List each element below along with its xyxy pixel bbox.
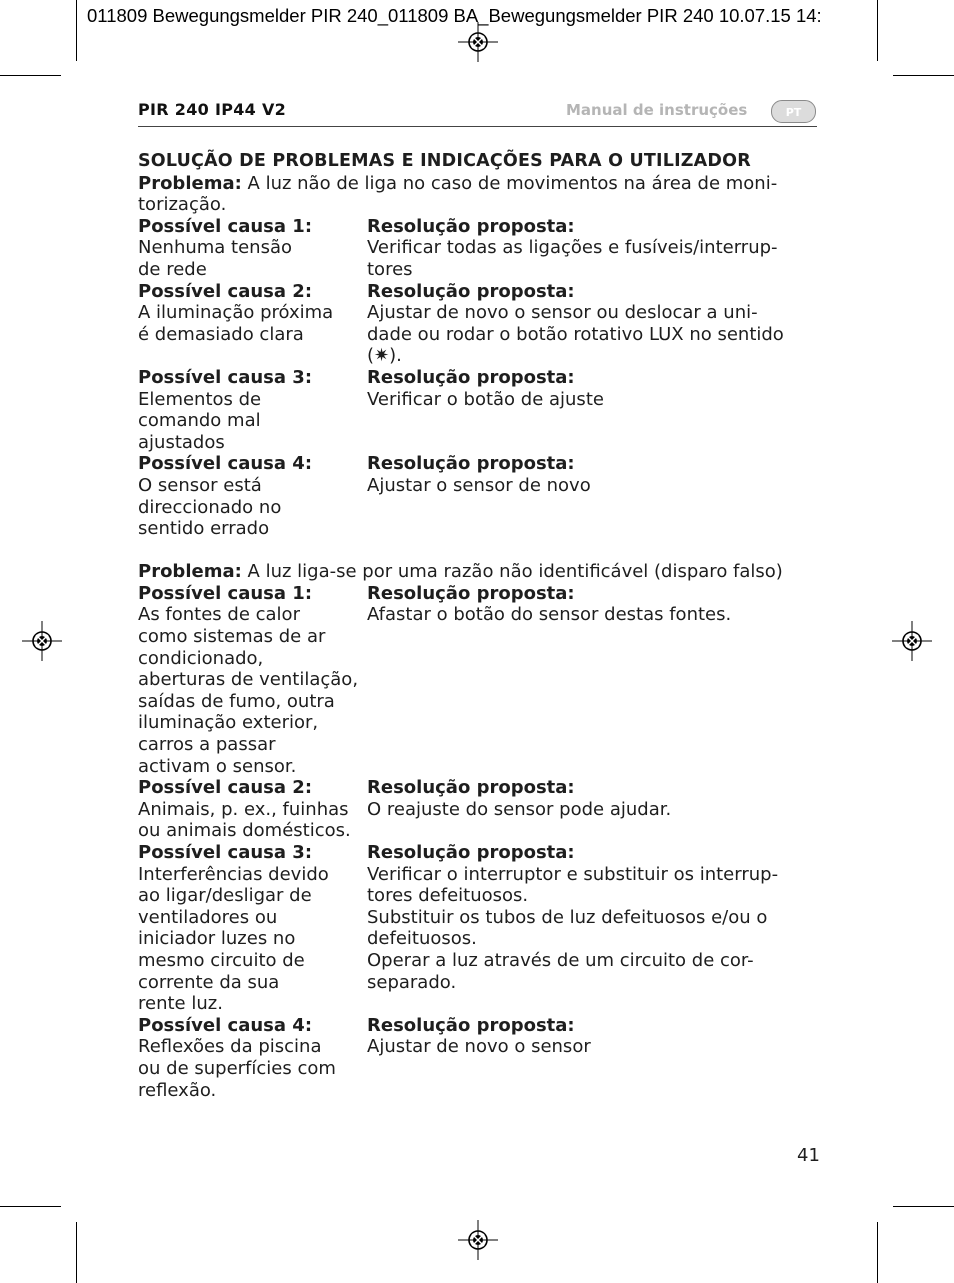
cause-text [138, 799, 367, 842]
cause-line: rente luz. [138, 993, 223, 1015]
cause-text [138, 302, 367, 367]
cause-line: As fontes de calor [138, 604, 300, 626]
cause-body-row [138, 237, 838, 280]
problem-label: Problema: [138, 561, 242, 583]
problem-text: A luz não de liga no caso de movimentos na área de moni- [241, 172, 778, 194]
resolution-text [367, 864, 778, 1015]
problem-text: A luz liga-se por uma razão não identificável (disparo falso) [241, 561, 783, 583]
cause-line: de rede [138, 258, 207, 280]
resolution-label: Resolução proposta: [367, 280, 575, 302]
cause-body-row [138, 604, 838, 777]
running-header-model: PIR 240 IP44 V2 [138, 100, 287, 119]
resolution-line: Ajustar o sensor de novo [367, 474, 591, 496]
cause-line: iluminação exterior, [138, 712, 319, 734]
language-badge: PT [771, 100, 816, 123]
resolution-line: Verificar o interruptor e substituir os interrup- [367, 863, 779, 885]
resolution-line: dade ou rodar o botão rotativo LUX no sentido [367, 323, 784, 345]
cause-heading-row [138, 1015, 838, 1037]
print-slug-line: 011809 Bewegungsmelder PIR 240_011809 BA_Bewegungsmelder PIR 240 10.07.15 14: [87, 5, 822, 26]
resolution-text [367, 1036, 591, 1101]
spacer [138, 540, 838, 562]
cause-label: Possível causa 3: [138, 366, 313, 388]
resolution-line: O reajuste do sensor pode ajudar. [367, 798, 672, 820]
header-rule [138, 126, 817, 127]
resolution-line: tores defeituosos. [367, 885, 529, 907]
cause-heading-row [138, 842, 838, 864]
crop-mark [0, 1206, 61, 1207]
cause-line: condicionado, [138, 647, 264, 669]
cause-line: saídas de fumo, outra [138, 690, 335, 712]
cause-line: Animais, p. ex., fuinhas [138, 798, 349, 820]
cause-body-row [138, 475, 838, 540]
problem-label: Problema: [138, 172, 242, 194]
resolution-line: defeituosos. [367, 928, 477, 950]
cause-line: sentido errado [138, 518, 270, 540]
cause-line: corrente da sua [138, 971, 280, 993]
cause-line: como sistemas de ar [138, 626, 326, 648]
troubleshooting-section [138, 151, 838, 1101]
resolution-line: Operar a luz através de um circuito de cor- [367, 949, 754, 971]
cause-heading-row [138, 367, 838, 389]
cause-label: Possível causa 2: [138, 777, 313, 799]
cause-line: aberturas de ventilação, [138, 669, 359, 691]
cause-label: Possível causa 3: [138, 842, 313, 863]
cause-text [138, 475, 367, 540]
resolution-line: tores [367, 258, 413, 280]
cause-label: Possível causa 1: [138, 582, 313, 604]
resolution-text [367, 302, 784, 367]
cause-line: A iluminação próxima [138, 302, 334, 324]
cause-line: ventiladores ou [138, 906, 278, 928]
problem-text-continued: torização. [138, 194, 227, 216]
cause-line: Elementos de [138, 388, 262, 410]
cause-label: Possível causa 4: [138, 1014, 313, 1036]
registration-mark-icon [458, 22, 498, 62]
cause-line: ou de superfícies com [138, 1057, 336, 1079]
resolution-line: Verificar o botão de ajuste [367, 388, 604, 410]
resolution-label: Resolução proposta: [367, 366, 575, 388]
cause-line: mesmo circuito de [138, 949, 305, 971]
resolution-label: Resolução proposta: [367, 1014, 575, 1036]
cause-heading-row [138, 453, 838, 475]
page-number: 41 [797, 1145, 820, 1166]
resolution-label: Resolução proposta: [367, 582, 575, 604]
resolution-text [367, 604, 731, 777]
problem-statement [138, 561, 838, 583]
cause-line: direccionado no [138, 496, 282, 518]
crop-mark [893, 1206, 954, 1207]
registration-mark-icon [892, 621, 932, 661]
cause-text [138, 1036, 367, 1101]
crop-mark [0, 75, 61, 76]
cause-line: ou animais domésticos. [138, 820, 351, 842]
crop-mark [877, 1222, 878, 1283]
cause-line: carros a passar [138, 734, 276, 756]
cause-label: Possível causa 1: [138, 215, 313, 237]
resolution-text [367, 799, 671, 842]
cause-heading-row [138, 583, 838, 605]
crop-mark [877, 0, 878, 61]
resolution-label: Resolução proposta: [367, 215, 575, 237]
cause-heading-row [138, 281, 838, 303]
resolution-line: Verificar todas as ligações e fusíveis/interrup- [367, 237, 778, 259]
resolution-line: Ajustar de novo o sensor [367, 1036, 591, 1058]
cause-body-row [138, 389, 838, 454]
cause-line: O sensor está [138, 474, 262, 496]
resolution-text [367, 389, 604, 454]
cause-body-row [138, 1036, 838, 1101]
crop-mark [893, 75, 954, 76]
cause-line: Interferências devido [138, 863, 329, 885]
cause-heading-row [138, 216, 838, 238]
cause-text [138, 864, 367, 1015]
cause-label: Possível causa 2: [138, 280, 313, 302]
resolution-text [367, 475, 591, 540]
cause-body-row [138, 302, 838, 367]
cause-body-row [138, 864, 838, 1015]
cause-line: ajustados [138, 431, 225, 453]
crop-mark [76, 1222, 77, 1283]
section-title: SOLUÇÃO DE PROBLEMAS E INDICAÇÕES PARA O UTILIZADOR [138, 151, 751, 171]
resolution-label: Resolução proposta: [367, 842, 575, 863]
resolution-line: Ajustar de novo o sensor ou deslocar a uni- [367, 302, 758, 324]
cause-label: Possível causa 4: [138, 453, 313, 475]
cause-body-row [138, 799, 838, 842]
resolution-line: separado. [367, 971, 457, 993]
cause-line: ao ligar/desligar de [138, 885, 312, 907]
resolution-line: (✷). [367, 345, 402, 367]
cause-line: activam o sensor. [138, 755, 297, 777]
cause-text [138, 604, 367, 777]
problem-statement [138, 173, 838, 195]
cause-line: Nenhuma tensão [138, 237, 293, 259]
cause-line: comando mal [138, 410, 261, 432]
registration-mark-icon [22, 621, 62, 661]
crop-mark [76, 0, 77, 61]
resolution-label: Resolução proposta: [367, 453, 575, 475]
running-header-manual: Manual de instruções [566, 101, 748, 119]
resolution-line: Substituir os tubos de luz defeituosos e/ou o [367, 906, 768, 928]
cause-heading-row [138, 777, 838, 799]
cause-line: Reflexões da piscina [138, 1036, 322, 1058]
cause-line: é demasiado clara [138, 323, 304, 345]
registration-mark-icon [458, 1220, 498, 1260]
resolution-text [367, 237, 778, 280]
cause-text [138, 237, 367, 280]
cause-line: iniciador luzes no [138, 928, 296, 950]
cause-text [138, 389, 367, 454]
resolution-label: Resolução proposta: [367, 777, 575, 799]
resolution-line: Afastar o botão do sensor destas fontes. [367, 604, 732, 626]
cause-line: reflexão. [138, 1079, 217, 1101]
